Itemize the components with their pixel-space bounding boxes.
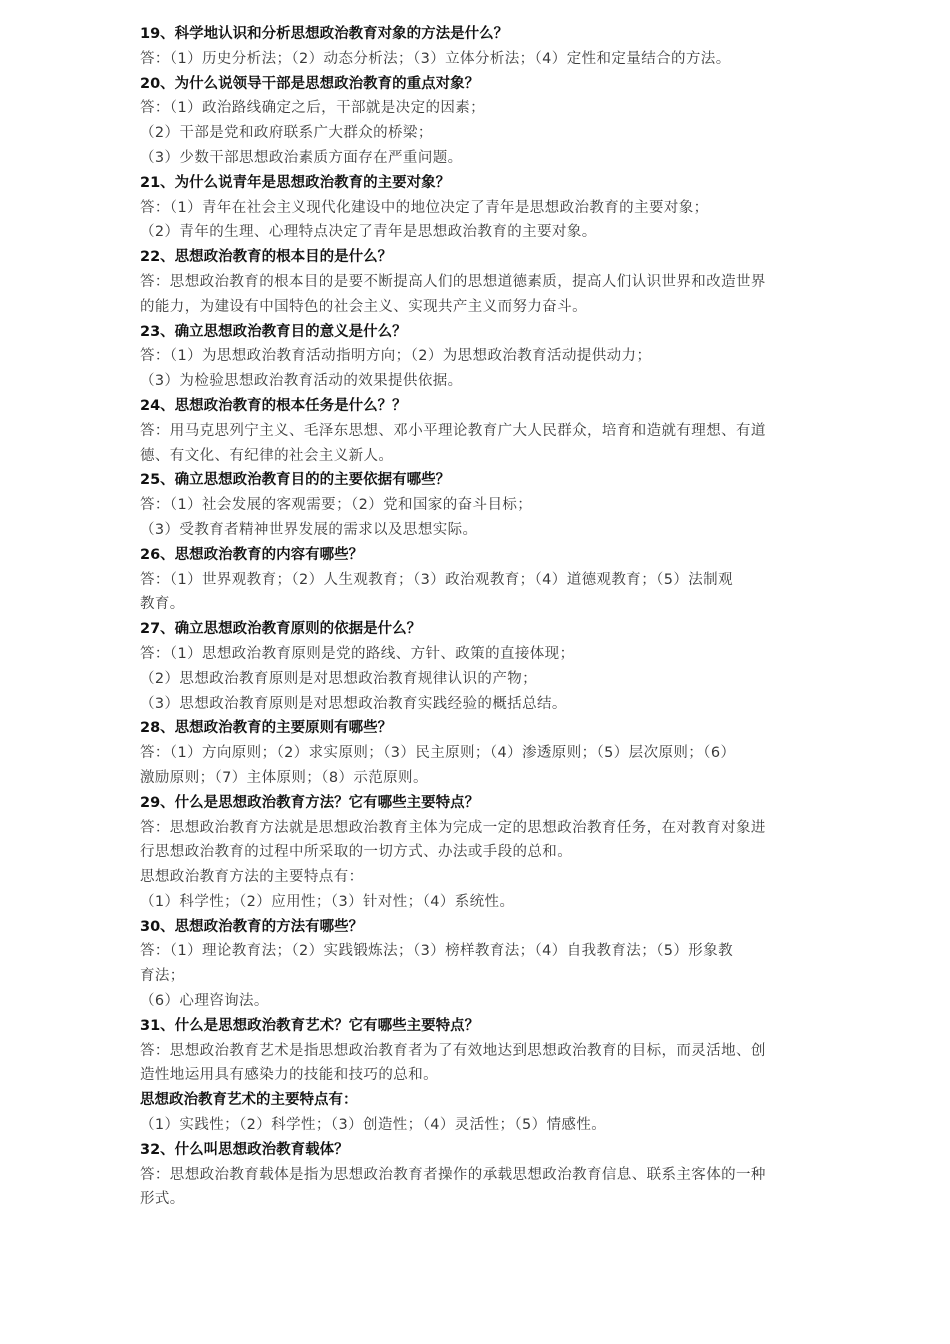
- answer-text: 答：思想政治教育方法就是思想政治教育主体为完成一定的思想政治教育任务，在对教育对象进: [140, 819, 766, 836]
- question-heading: 27、确立思想政治教育原则的依据是什么？: [140, 621, 422, 638]
- question-heading: 28、思想政治教育的主要原则有哪些？: [140, 720, 393, 737]
- answer-text: 的能力，为建设有中国特色的社会主义、实现共产主义而努力奋斗。: [140, 298, 587, 315]
- answer-text: 答：（1）社会发展的客观需要；（2）党和国家的奋斗目标；: [140, 497, 533, 514]
- question-heading: 25、确立思想政治教育目的的主要依据有哪些？: [140, 472, 451, 489]
- answer-text: 答：（1）为思想政治教育活动指明方向；（2）为思想政治教育活动提供动力；: [140, 348, 652, 365]
- answer-text: 行思想政治教育的过程中所采取的一切方式、办法或手段的总和。: [140, 844, 573, 861]
- question-heading: 26、思想政治教育的内容有哪些？: [140, 546, 364, 563]
- answer-text: 答：思想政治教育艺术是指思想政治教育者为了有效地达到思想政治教育的目标，而灵活地、创: [140, 1042, 766, 1059]
- answer-text: 答：思想政治教育载体是指为思想政治教育者操作的承载思想政治教育信息、联系主客体的一种: [140, 1166, 766, 1183]
- question-heading: 29、什么是思想政治教育方法？它有哪些主要特点？: [140, 794, 480, 811]
- question-heading: 32、什么叫思想政治教育载体？: [140, 1141, 349, 1158]
- answer-text: 答：（1）世界观教育；（2）人生观教育；（3）政治观教育；（4）道德观教育；（5）法制观: [140, 571, 733, 588]
- question-heading: 22、思想政治教育的根本目的是什么？: [140, 249, 393, 266]
- question-heading: 20、为什么说领导干部是思想政治教育的重点对象？: [140, 75, 480, 92]
- answer-text: 激励原则；（7）主体原则；（8）示范原则。: [140, 769, 428, 786]
- answer-text: （2）青年的生理、心理特点决定了青年是思想政治教育的主要对象。: [140, 224, 597, 241]
- answer-text: （1）实践性；（2）科学性；（3）创造性；（4）灵活性；（5）情感性。: [140, 1117, 607, 1134]
- answer-text: （2）思想政治教育原则是对思想政治教育规律认识的产物；: [140, 670, 538, 687]
- answer-text: 答：（1）方向原则；（2）求实原则；（3）民主原则；（4）渗透原则；（5）层次原则；（6）: [140, 745, 736, 762]
- answer-text: 答：（1）政治路线确定之后，干部就是决定的因素；: [140, 100, 486, 117]
- answer-text: （3）思想政治教育原则是对思想政治教育实践经验的概括总结。: [140, 695, 567, 712]
- answer-text: 思想政治教育方法的主要特点有：: [140, 869, 364, 886]
- answer-text: 育法；: [140, 968, 185, 985]
- answer-text: （2）干部是党和政府联系广大群众的桥梁；: [140, 125, 433, 142]
- question-heading: 31、什么是思想政治教育艺术？它有哪些主要特点？: [140, 1017, 480, 1034]
- answer-text: 教育。: [140, 596, 185, 613]
- answer-text: （1）科学性；（2）应用性；（3）针对性；（4）系统性。: [140, 893, 515, 910]
- answer-text: 答：（1）青年在社会主义现代化建设中的地位决定了青年是思想政治教育的主要对象；: [140, 199, 709, 216]
- question-heading: 24、思想政治教育的根本任务是什么？？: [140, 397, 407, 414]
- question-heading: 21、为什么说青年是思想政治教育的主要对象？: [140, 174, 451, 191]
- answer-text: 答：思想政治教育的根本目的是要不断提高人们的思想道德素质，提高人们认识世界和改造世界: [140, 273, 766, 290]
- answer-text: （3）为检验思想政治教育活动的效果提供依据。: [140, 373, 463, 390]
- answer-text: 形式。: [140, 1191, 185, 1208]
- answer-text: 答：（1）历史分析法；（2）动态分析法；（3）立体分析法；（4）定性和定量结合的方法。: [140, 50, 731, 67]
- answer-text: 答：（1）理论教育法；（2）实践锻炼法；（3）榜样教育法；（4）自我教育法；（5）形象教: [140, 943, 733, 960]
- question-heading: 思想政治教育艺术的主要特点有：: [140, 1092, 358, 1109]
- answer-text: 答：（1）思想政治教育原则是党的路线、方针、政策的直接体现；: [140, 645, 575, 662]
- answer-text: （3）少数干部思想政治素质方面存在严重问题。: [140, 149, 463, 166]
- question-heading: 23、确立思想政治教育目的意义是什么？: [140, 323, 407, 340]
- answer-text: 答：用马克思列宁主义、毛泽东思想、邓小平理论教育广大人民群众，培育和造就有理想、有道: [140, 422, 766, 439]
- answer-text: （3）受教育者精神世界发展的需求以及思想实际。: [140, 521, 478, 538]
- answer-text: （6）心理咨询法。: [140, 993, 269, 1010]
- answer-text: 造性地运用具有感染力的技能和技巧的总和。: [140, 1067, 438, 1084]
- answer-text: 德、有文化、有纪律的社会主义新人。: [140, 447, 394, 464]
- question-heading: 19、科学地认识和分析思想政治教育对象的方法是什么？: [140, 26, 509, 42]
- question-heading: 30、思想政治教育的方法有哪些？: [140, 918, 364, 935]
